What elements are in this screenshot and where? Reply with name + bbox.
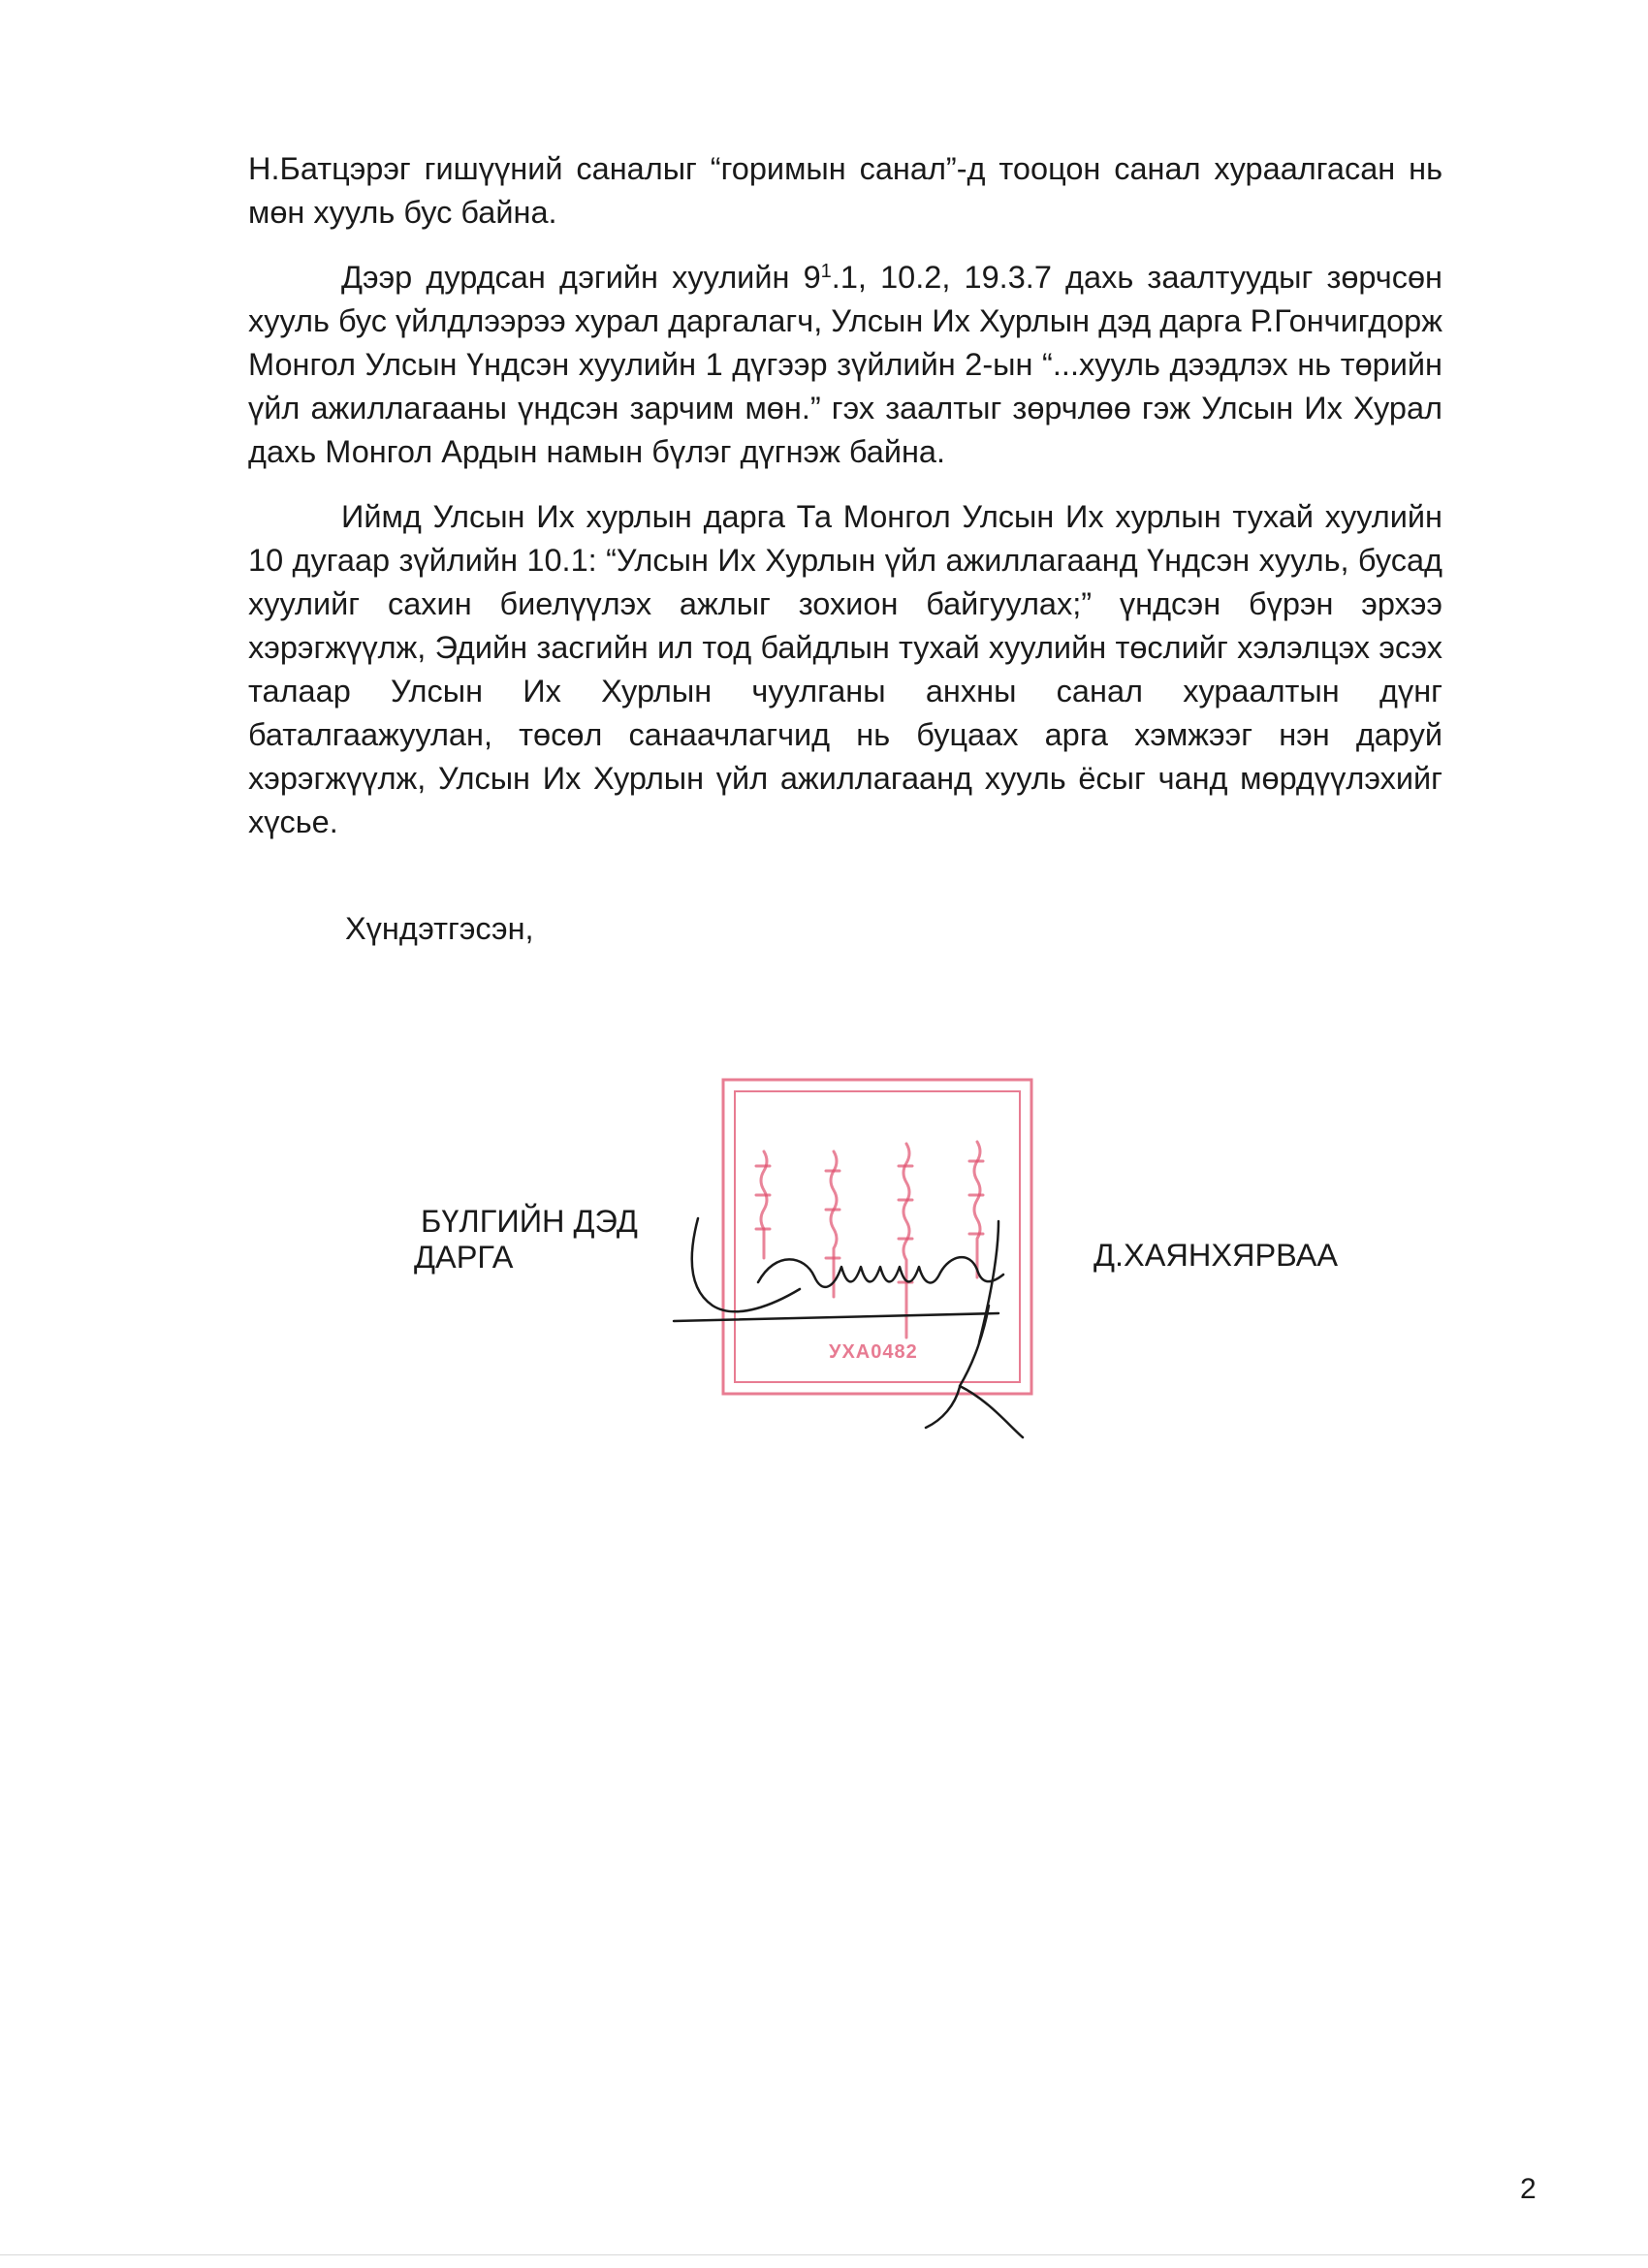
signature bbox=[669, 1197, 1057, 1439]
paragraph-1: Н.Батцэрэг гишүүний саналыг “горимын санал”-д тооцон санал хураалгасан нь мөн хууль бус байна. bbox=[248, 151, 1442, 230]
paragraph-2-lead: Дээр дурдсан дэгийн хуулийн 9 bbox=[341, 260, 821, 295]
paragraph-2 bbox=[248, 256, 1442, 474]
signatory-title-line-1: БҮЛГИЙН ДЭД bbox=[421, 1204, 638, 1239]
paragraph-3: Иймд Улсын Их хурлын дарга Та Монгол Улсын Их хурлын тухай хуулийн 10 дугаар зүйлийн 10.1: “Улсын Их Хурлын үйл ажиллагаанд Үндсэн хууль, бусад хуулийг сахин биелүүлэх ажлыг зохион байгуулах;” үндсэн бүрэн эрхээ хэрэгжүүлж, Эдийн засгийн ил тод байдлын тухай хуулийн төслийг хэлэлцэх эсэх талаар Улсын Их Хурлын чуулганы анхны санал хураалтын дүнг баталгаажуулан, төсөл санаачлагчид нь буцаах арга хэмжээг нэн даруй хэрэгжүүлж, Улсын Их Хурлын үйл ажиллагаанд хууль ёсыг чанд мөрдүүлэхийг хүсье. bbox=[248, 499, 1442, 839]
signatory-name: Д.ХАЯНХЯРВАА bbox=[1093, 1238, 1339, 1273]
closing-salutation: Хүндэтгэсэн, bbox=[345, 911, 534, 946]
stamp-code: УХА0482 bbox=[829, 1341, 918, 1363]
paragraph-2-superscript: 1 bbox=[820, 261, 832, 282]
paragraph-2-rest: .1, 10.2, 19.3.7 дахь заалтуудыг зөрчсөн хууль бус үйлдлээрээ хурал даргалагч, Улсын Их Хурлын дэд дарга Р.Гончигдорж Монгол Улсын Үндсэн хуулийн 1 дүгээр зүйлийн 2-ын “...хууль дээдлэх нь төрийн үйл ажиллагааны үндсэн зарчим мөн.” гэх заалтыг зөрчлөө гэж Улсын Их Хурал дахь Монгол Ардын намын бүлэг дүгнэж байна. bbox=[248, 260, 1442, 469]
page-number: 2 bbox=[1520, 2173, 1537, 2205]
page-bottom-edge bbox=[0, 2254, 1648, 2255]
letter-body bbox=[248, 147, 1442, 866]
signatory-title-line-2: ДАРГА bbox=[414, 1240, 514, 1275]
